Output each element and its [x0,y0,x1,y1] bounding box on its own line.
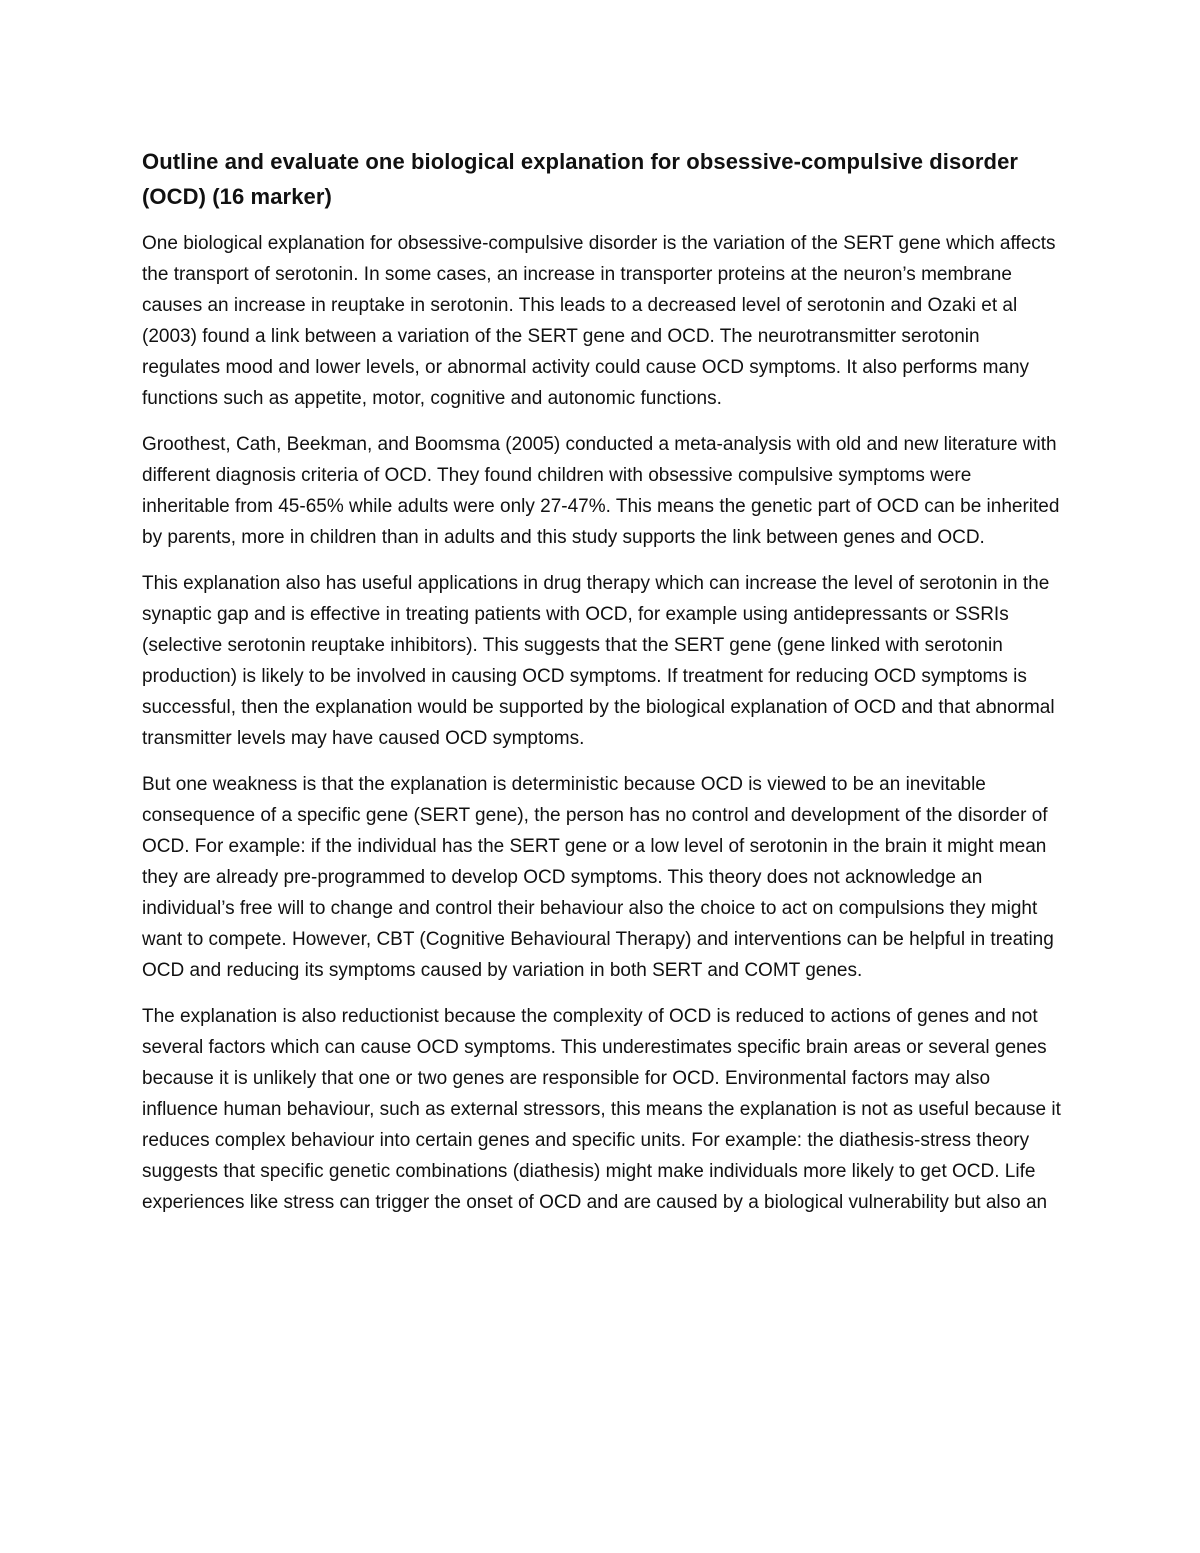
paragraph-reductionism: The explanation is also reductionist because the complexity of OCD is reduced to actions of genes and not several factors which can cause OCD symptoms. This underestimates specific brain areas or several genes because it is unlikely that one or two genes are responsible for OCD. Environmental factors may also influence human behaviour, such as external stressors, this means the explanation is not as useful because it reduces complex behaviour into certain genes and specific units. For example: the diathesis-stress theory suggests that specific genetic combinations (diathesis) might make individuals more likely to get OCD. Life experiences like stress can trigger the onset of OCD and are caused by a biological vulnerability but also an [142,1006,1061,1213]
essay-title: Outline and evaluate one biological explanation for obsessive-compulsive disorder (OCD) (16 marker) [142,149,1019,209]
document-body [142,144,1062,1218]
paragraph-meta-analysis: Groothest, Cath, Beekman, and Boomsma (2005) conducted a meta-analysis with old and new literature with different diagnosis criteria of OCD. They found children with obsessive compulsive symptoms were inheritable from 45-65% while adults were only 27-47%. This means the genetic part of OCD can be inherited by parents, more in children than in adults and this study supports the link between genes and OCD. [142,434,1060,548]
paragraph-drug-therapy: This explanation also has useful applications in drug therapy which can increase the level of serotonin in the synaptic gap and is effective in treating patients with OCD, for example using antidepressants or SSRIs (selective serotonin reuptake inhibitors). This suggests that the SERT gene (gene linked with serotonin production) is likely to be involved in causing OCD symptoms. If treatment for reducing OCD symptoms is successful, then the explanation would be supported by the biological explanation of OCD and that abnormal transmitter levels may have caused OCD symptoms. [142,573,1055,749]
paragraph-sert-gene: One biological explanation for obsessive-compulsive disorder is the variation of the SERT gene which affects the transport of serotonin. In some cases, an increase in transporter proteins at the neuron’s membrane causes an increase in reuptake in serotonin. This leads to a decreased level of serotonin and Ozaki et al (2003) found a link between a variation of the SERT gene and OCD. The neurotransmitter serotonin regulates mood and lower levels, or abnormal activity could cause OCD symptoms. It also performs many functions such as appetite, motor, cognitive and autonomic functions. [142,233,1056,409]
paragraph-determinism: But one weakness is that the explanation is deterministic because OCD is viewed to be an inevitable consequence of a specific gene (SERT gene), the person has no control and development of the disorder of OCD. For example: if the individual has the SERT gene or a low level of serotonin in the brain it might mean they are already pre-programmed to develop OCD symptoms. This theory does not acknowledge an individual’s free will to change and control their behaviour also the choice to act on compulsions they might want to compete. However, CBT (Cognitive Behavioural Therapy) and interventions can be helpful in treating OCD and reducing its symptoms caused by variation in both SERT and COMT genes. [142,774,1054,981]
